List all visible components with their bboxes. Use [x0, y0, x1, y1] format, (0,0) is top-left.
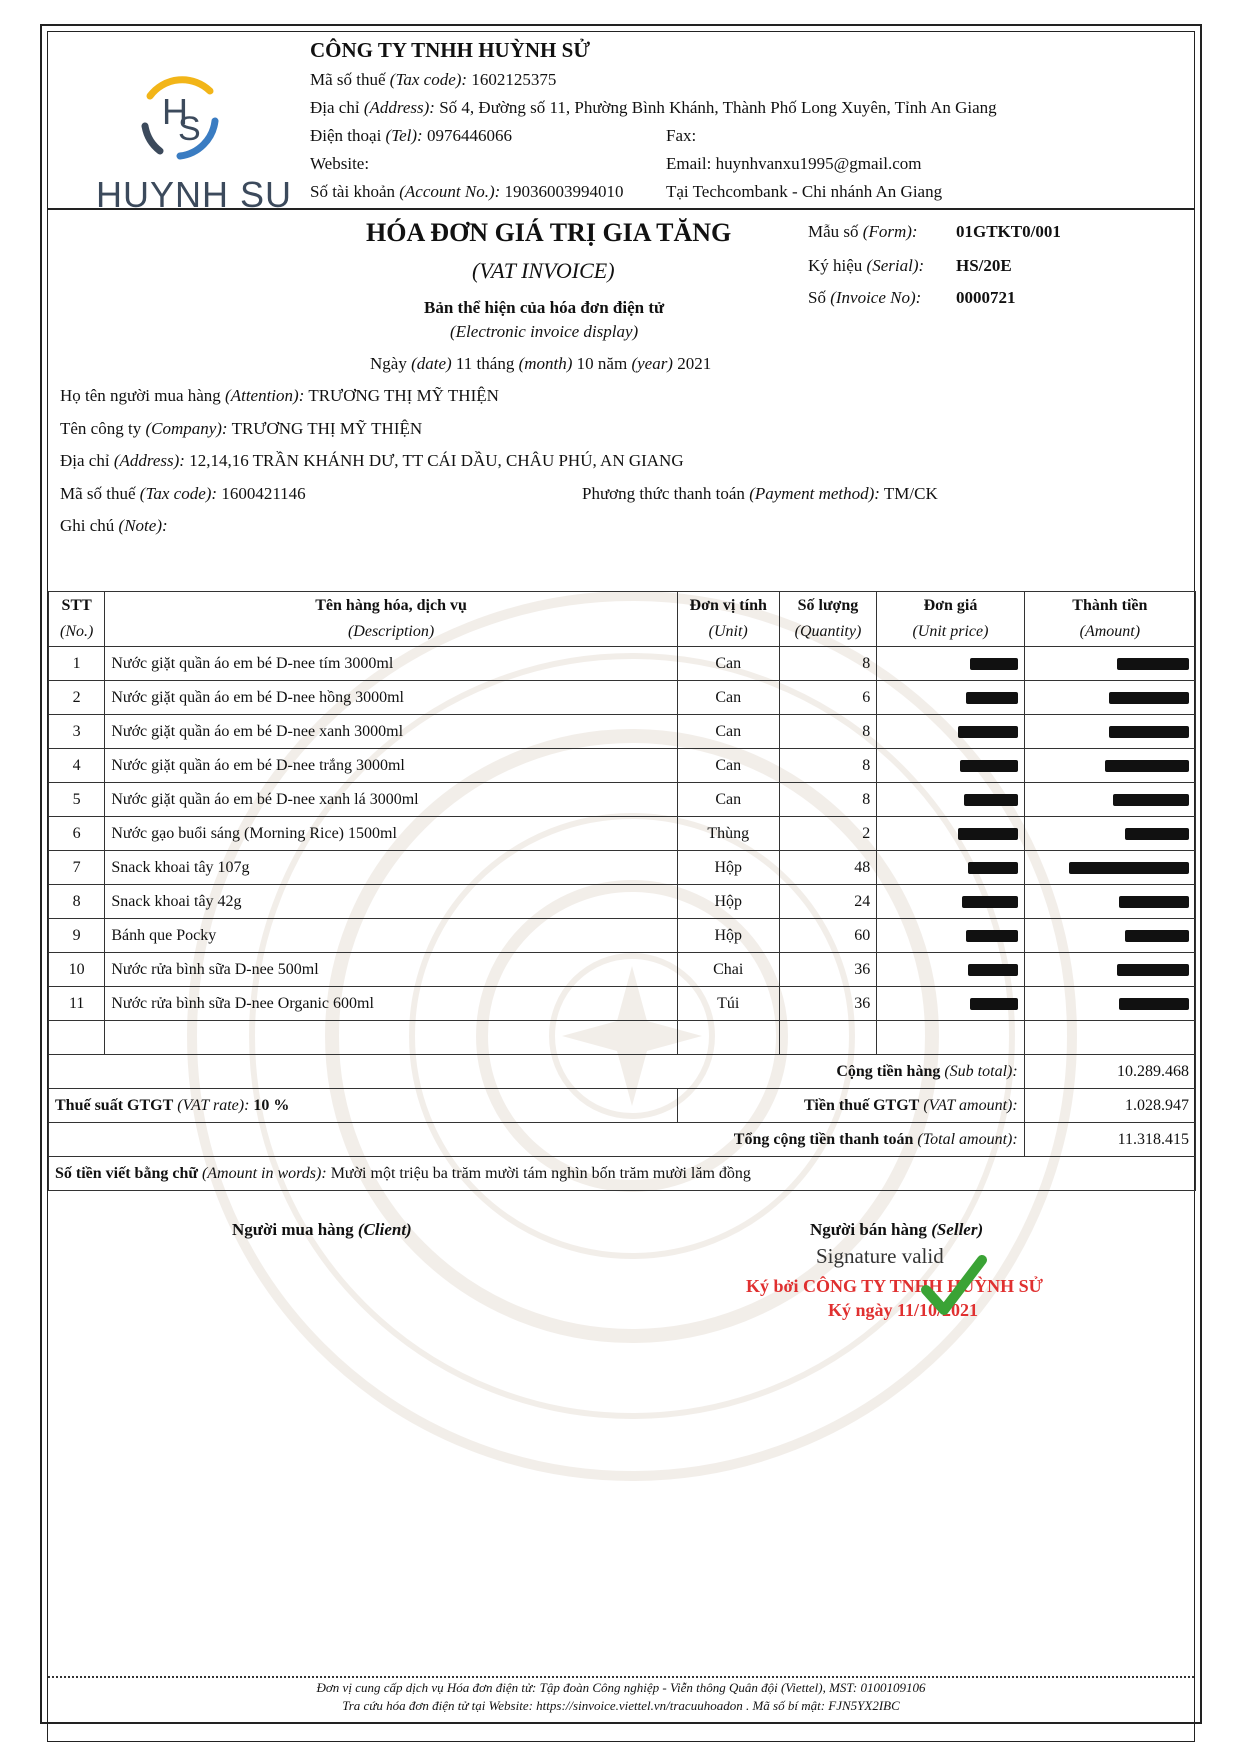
cell-unit: Hộp: [677, 885, 779, 919]
cell-unit-price: [877, 851, 1024, 885]
redaction-mark: [1113, 794, 1189, 806]
total-value: 11.318.415: [1024, 1123, 1195, 1157]
cell-unit: Thùng: [677, 817, 779, 851]
svg-text:H: H: [162, 91, 188, 132]
invoice-date: Ngày (date) 11 tháng (month) 10 năm (year) 2021: [370, 354, 712, 373]
cell-description: Bánh que Pocky: [105, 919, 677, 953]
redaction-mark: [1125, 930, 1189, 942]
col-header-description: Tên hàng hóa, dịch vụ (Description): [105, 592, 677, 647]
cell-no: 10: [49, 953, 105, 987]
cell-no: 1: [49, 647, 105, 681]
total-label: Tổng cộng tiền thanh toán (Total amount):: [49, 1123, 1025, 1157]
cell-unit: Chai: [677, 953, 779, 987]
cell-amount: [1024, 953, 1195, 987]
subtotal-row: [49, 1055, 1196, 1089]
cell-amount: [1024, 749, 1195, 783]
cell-quantity: 8: [779, 783, 877, 817]
cell-amount: [1024, 851, 1195, 885]
cell-description: Snack khoai tây 107g: [105, 851, 677, 885]
cell-unit-price: [877, 681, 1024, 715]
cell-description: Nước giặt quần áo em bé D-nee xanh lá 3000ml: [105, 783, 677, 817]
invoice-title-en: (VAT INVOICE): [472, 258, 615, 283]
buyer-attention: Họ tên người mua hàng (Attention): TRƯƠNG THỊ MỸ THIỆN: [60, 386, 499, 405]
redaction-mark: [970, 658, 1018, 670]
redaction-mark: [966, 692, 1018, 704]
cell-amount: [1024, 817, 1195, 851]
vat-rate: Thuế suất GTGT (VAT rate): 10 %: [49, 1089, 678, 1123]
redaction-mark: [1105, 760, 1189, 772]
col-header-unit-price: Đơn giá (Unit price): [877, 592, 1024, 647]
redaction-mark: [968, 862, 1018, 874]
seller-website: Website:: [310, 154, 370, 173]
client-signature-label: Người mua hàng (Client): [232, 1220, 412, 1239]
signature-check-icon: [920, 1252, 990, 1322]
cell-no: 7: [49, 851, 105, 885]
invoice-no-value: 0000721: [956, 288, 1016, 307]
form-label: Mẫu số (Form):: [808, 222, 918, 241]
cell-amount: [1024, 715, 1195, 749]
redaction-mark: [1109, 726, 1189, 738]
seller-bank: Tại Techcombank - Chi nhánh An Giang: [666, 182, 943, 201]
redaction-mark: [1119, 998, 1189, 1010]
cell-amount: [1024, 885, 1195, 919]
redaction-mark: [1069, 862, 1189, 874]
footer-provider: Đơn vị cung cấp dịch vụ Hóa đơn điện tử: Tập đoàn Công nghiệp - Viễn thông Quân đội (Viettel), MST: 0100109106: [316, 1680, 926, 1695]
cell-unit-price: [877, 647, 1024, 681]
logo-wordmark: HUYNH SU: [96, 174, 293, 215]
table-row: [49, 715, 1196, 749]
cell-description: Snack khoai tây 42g: [105, 885, 677, 919]
cell-unit: Can: [677, 681, 779, 715]
redaction-mark: [970, 998, 1018, 1010]
col-header-amount: Thành tiền (Amount): [1024, 592, 1195, 647]
cell-no: 5: [49, 783, 105, 817]
seller-phone: Điện thoại (Tel): 0976446066: [310, 126, 512, 145]
cell-no: 4: [49, 749, 105, 783]
cell-description: Nước giặt quần áo em bé D-nee trắng 3000ml: [105, 749, 677, 783]
vat-amount-label: Tiền thuế GTGT (VAT amount):: [677, 1089, 1024, 1123]
redaction-mark: [960, 760, 1018, 772]
redaction-mark: [964, 794, 1018, 806]
amount-in-words-row: [49, 1157, 1196, 1191]
cell-unit: Hộp: [677, 851, 779, 885]
cell-quantity: 8: [779, 749, 877, 783]
cell-unit: Can: [677, 783, 779, 817]
buyer-note: Ghi chú (Note):: [60, 516, 168, 535]
cell-description: Nước giặt quần áo em bé D-nee xanh 3000ml: [105, 715, 677, 749]
cell-quantity: 8: [779, 715, 877, 749]
cell-no: 3: [49, 715, 105, 749]
cell-no: 6: [49, 817, 105, 851]
invoice-title: HÓA ĐƠN GIÁ TRỊ GIA TĂNG: [366, 218, 732, 247]
table-row: [49, 647, 1196, 681]
buyer-address: Địa chỉ (Address): 12,14,16 TRẦN KHÁNH DƯ, TT CÁI DẦU, CHÂU PHÚ, AN GIANG: [60, 451, 684, 470]
payment-method: Phương thức thanh toán (Payment method): TM/CK: [582, 484, 938, 503]
cell-quantity: 36: [779, 987, 877, 1021]
cell-amount: [1024, 783, 1195, 817]
cell-unit-price: [877, 953, 1024, 987]
svg-text:S: S: [178, 110, 201, 148]
table-row: [49, 749, 1196, 783]
cell-description: Nước gạo buổi sáng (Morning Rice) 1500ml: [105, 817, 677, 851]
col-header-quantity: Số lượng (Quantity): [779, 592, 877, 647]
redaction-mark: [1117, 964, 1189, 976]
cell-unit: Hộp: [677, 919, 779, 953]
cell-amount: [1024, 647, 1195, 681]
redaction-mark: [966, 930, 1018, 942]
total-row: [49, 1123, 1196, 1157]
signed-by-text: Ký bởi CÔNG TY TNHH HUỲNH SỬ: [746, 1276, 1044, 1296]
hs-logo-icon: [130, 66, 230, 166]
cell-quantity: 2: [779, 817, 877, 851]
cell-quantity: 8: [779, 647, 877, 681]
redaction-mark: [958, 726, 1018, 738]
redaction-mark: [1109, 692, 1189, 704]
amount-in-words: Số tiền viết bằng chữ (Amount in words): Mười một triệu ba trăm mười tám nghìn bốn trăm mười lăm đồng: [49, 1157, 1196, 1191]
redaction-mark: [1117, 658, 1189, 670]
col-header-no: STT (No.): [49, 592, 105, 647]
seller-tax-code: Mã số thuế (Tax code): 1602125375: [310, 70, 557, 89]
invoice-no-label: Số (Invoice No):: [808, 288, 922, 307]
subtotal-value: 10.289.468: [1024, 1055, 1195, 1089]
cell-no: 8: [49, 885, 105, 919]
footer-lookup: Tra cứu hóa đơn điện tử tại Website: https://sinvoice.viettel.vn/tracuuhoadon . Mã số bí mật: FJN5YX2IBC: [342, 1698, 900, 1713]
cell-unit-price: [877, 987, 1024, 1021]
signature-valid-text: Signature valid: [816, 1244, 944, 1268]
signed-date-text: Ký ngày 11/10/2021: [828, 1300, 979, 1320]
cell-quantity: 60: [779, 919, 877, 953]
cell-description: Nước rửa bình sữa D-nee 500ml: [105, 953, 677, 987]
cell-quantity: 36: [779, 953, 877, 987]
redaction-mark: [962, 896, 1018, 908]
cell-amount: [1024, 987, 1195, 1021]
table-row: [49, 817, 1196, 851]
table-row: [49, 919, 1196, 953]
vat-row: [49, 1089, 1196, 1123]
serial-value: HS/20E: [956, 256, 1012, 275]
table-row: [49, 987, 1196, 1021]
cell-unit: Can: [677, 715, 779, 749]
cell-unit-price: [877, 817, 1024, 851]
empty-row: [49, 1021, 1196, 1055]
cell-amount: [1024, 681, 1195, 715]
cell-unit: Túi: [677, 987, 779, 1021]
cell-unit-price: [877, 885, 1024, 919]
seller-address: Địa chỉ (Address): Số 4, Đường số 11, Phường Bình Khánh, Thành Phố Long Xuyên, Tỉnh An Giang: [310, 98, 997, 117]
invoice-sheet: [40, 24, 1202, 1724]
table-header-row: [49, 592, 1196, 647]
cell-unit-price: [877, 919, 1024, 953]
cell-quantity: 48: [779, 851, 877, 885]
cell-description: Nước giặt quần áo em bé D-nee tím 3000ml: [105, 647, 677, 681]
cell-quantity: 6: [779, 681, 877, 715]
seller-account: Số tài khoản (Account No.): 19036003994010: [310, 182, 624, 201]
redaction-mark: [968, 964, 1018, 976]
seller-company-name: CÔNG TY TNHH HUỲNH SỬ: [310, 38, 591, 62]
cell-unit: Can: [677, 647, 779, 681]
serial-label: Ký hiệu (Serial):: [808, 256, 925, 275]
seller-email: Email: huynhvanxu1995@gmail.com: [666, 154, 922, 173]
table-row: [49, 885, 1196, 919]
buyer-tax-code: Mã số thuế (Tax code): 1600421146: [60, 484, 306, 503]
items-table: [48, 591, 1196, 1191]
header-divider: [48, 208, 1194, 210]
table-row: [49, 783, 1196, 817]
redaction-mark: [1125, 828, 1189, 840]
redaction-mark: [1119, 896, 1189, 908]
cell-unit-price: [877, 783, 1024, 817]
display-label: Bản thể hiện của hóa đơn điện tử: [424, 298, 665, 317]
cell-no: 9: [49, 919, 105, 953]
table-row: [49, 681, 1196, 715]
cell-unit: Can: [677, 749, 779, 783]
seller-fax: Fax:: [666, 126, 697, 145]
cell-unit-price: [877, 715, 1024, 749]
form-value: 01GTKT0/001: [956, 222, 1061, 241]
cell-amount: [1024, 919, 1195, 953]
cell-no: 11: [49, 987, 105, 1021]
footer-divider: [48, 1676, 1194, 1678]
col-header-unit: Đơn vị tính (Unit): [677, 592, 779, 647]
table-row: [49, 953, 1196, 987]
table-row: [49, 851, 1196, 885]
seller-signature-label: Người bán hàng (Seller): [810, 1220, 984, 1239]
redaction-mark: [958, 828, 1018, 840]
buyer-company: Tên công ty (Company): TRƯƠNG THỊ MỸ THIỆN: [60, 419, 423, 438]
cell-unit-price: [877, 749, 1024, 783]
vat-amount-value: 1.028.947: [1024, 1089, 1195, 1123]
cell-no: 2: [49, 681, 105, 715]
subtotal-label: Cộng tiền hàng (Sub total):: [49, 1055, 1025, 1089]
cell-description: Nước rửa bình sữa D-nee Organic 600ml: [105, 987, 677, 1021]
display-label-en: (Electronic invoice display): [450, 322, 639, 341]
cell-quantity: 24: [779, 885, 877, 919]
cell-description: Nước giặt quần áo em bé D-nee hồng 3000ml: [105, 681, 677, 715]
